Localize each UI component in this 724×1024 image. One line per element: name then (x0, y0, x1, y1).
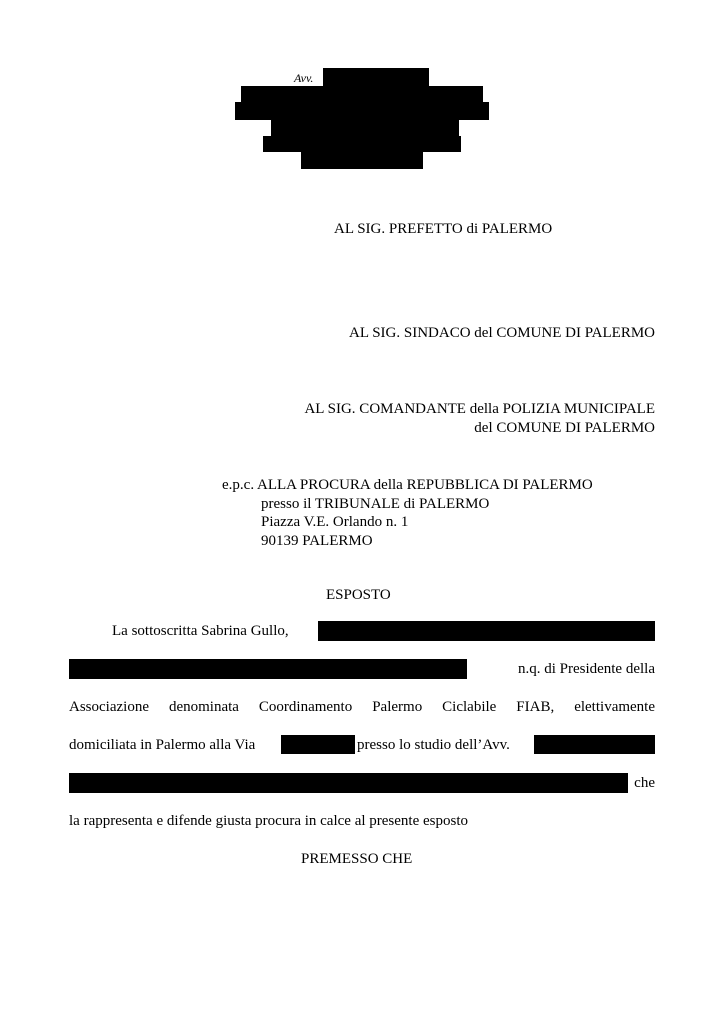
body-line5-text: che (634, 775, 655, 791)
word: Coordinamento (258, 699, 353, 715)
avv-label: Avv. (294, 71, 314, 85)
body-line3 (69, 700, 655, 715)
addressee-sindaco: AL SIG. SINDACO del COMUNE DI PALERMO (349, 325, 655, 341)
section-title: PREMESSO CHE (301, 851, 413, 867)
document-title: ESPOSTO (326, 587, 391, 603)
addressee-prefetto: AL SIG. PREFETTO di PALERMO (334, 221, 553, 237)
redaction-avv (534, 735, 655, 754)
redaction-letterhead-line3 (235, 102, 489, 120)
body-line6-text: la rappresenta e difende giusta procura in calce al presente esposto (69, 813, 468, 829)
redaction-letterhead-line4 (271, 120, 459, 136)
body-line2-text: n.q. di Presidente della (517, 661, 655, 677)
addressee-comandante-line1: AL SIG. COMANDANTE della POLIZIA MUNICIPALE (304, 401, 655, 417)
redaction-letterhead-line2 (241, 86, 483, 102)
body-line1-text: La sottoscritta Sabrina Gullo, (112, 623, 289, 639)
body-line4-part2: presso lo studio dell’Avv. (357, 737, 510, 753)
word: FIAB, (516, 699, 555, 715)
addressee-procura-line4: 90139 PALERMO (261, 533, 373, 549)
redaction-letterhead-line5 (263, 136, 461, 152)
redaction-body-line5 (69, 773, 628, 793)
word: denominata (168, 699, 239, 715)
body-line4-part1: domiciliata in Palermo alla Via (69, 737, 256, 753)
redaction-letterhead-name (323, 68, 429, 86)
redaction-body-line2 (69, 659, 467, 679)
redaction-via (281, 735, 355, 754)
word: Associazione (69, 699, 149, 715)
redaction-body-line1 (318, 621, 655, 641)
addressee-procura-line1: e.p.c. ALLA PROCURA della REPUBBLICA DI PALERMO (222, 477, 593, 493)
addressee-procura-line2: presso il TRIBUNALE di PALERMO (261, 496, 490, 512)
addressee-procura-line3: Piazza V.E. Orlando n. 1 (261, 514, 409, 530)
redaction-letterhead-line6 (301, 152, 423, 169)
word: Ciclabile (442, 699, 497, 715)
word: Palermo (372, 699, 423, 715)
word: elettivamente (574, 699, 655, 715)
addressee-comandante-line2: del COMUNE DI PALERMO (474, 420, 655, 436)
